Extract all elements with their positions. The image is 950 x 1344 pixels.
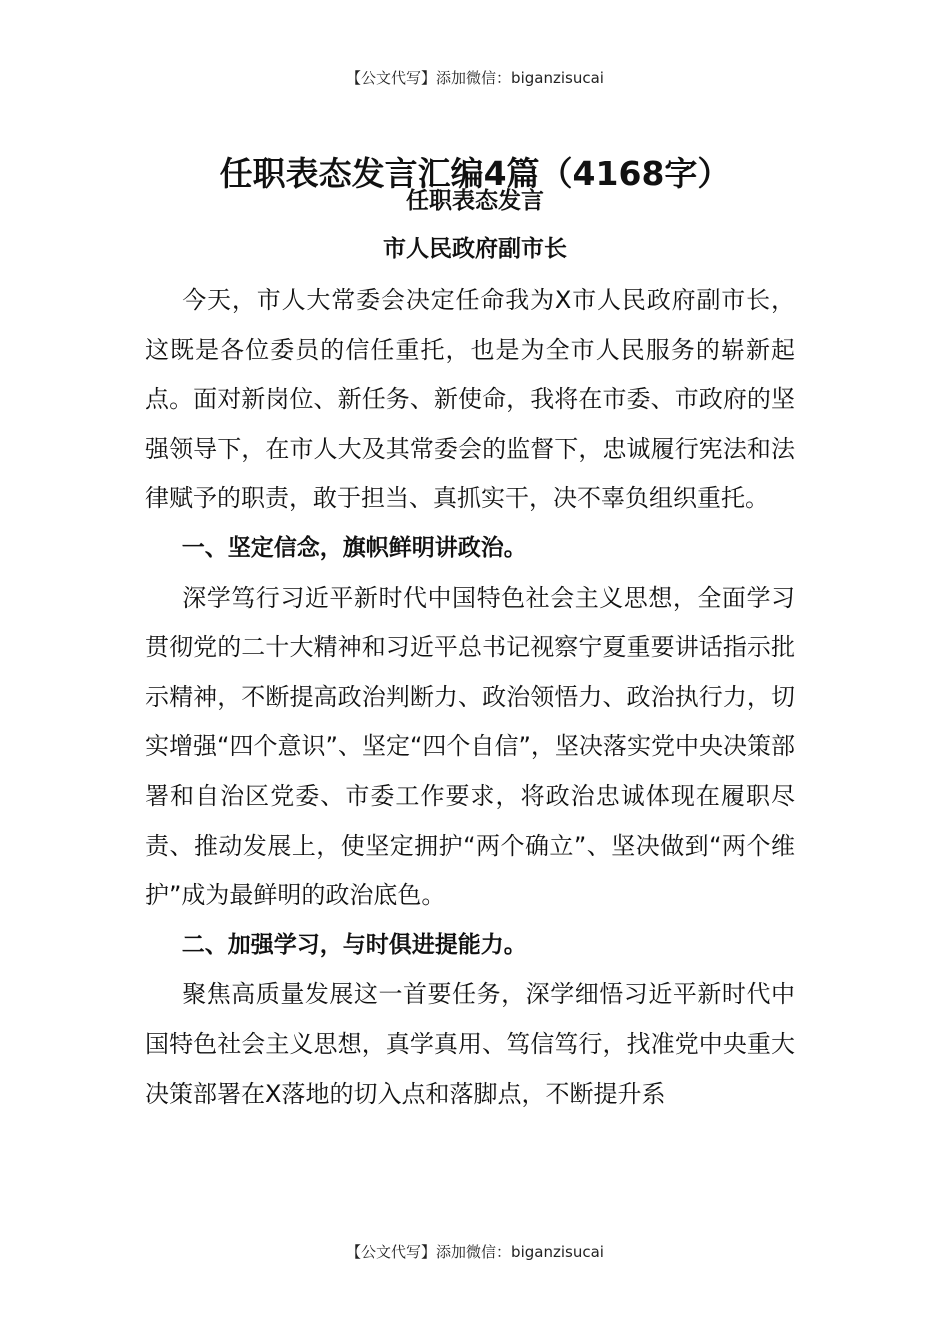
body-paragraph: 深学笃行习近平新时代中国特色社会主义思想，全面学习贯彻党的二十大精神和习近平总书记视察宁夏重要讲话指示批示精神，不断提高政治判断力、政治领悟力、政治执行力，切实增强“四个意识”、坚定“四个自信”，坚决落实党中央决策部署和自治区党委、市委工作要求，将政治忠诚体现在履职尽责、推动发展上，使坚定拥护“两个确立”、坚决做到“两个维护”成为最鲜明的政治底色。 <box>145 583 795 910</box>
document-subtitle: 任职表态发言 <box>406 188 544 214</box>
section-heading: 二、加强学习，与时俱进提能力。 <box>181 931 527 958</box>
footer-note: 【公文代写】添加微信：biganzisucai <box>346 1243 604 1261</box>
section-heading: 一、坚定信念，旗帜鲜明讲政治。 <box>181 534 527 561</box>
document-title: 任职表态发言汇编4篇（4168字） <box>219 154 731 194</box>
body-paragraph: 聚焦高质量发展这一首要任务，深学细悟习近平新时代中国特色社会主义思想，真学真用、笃信笃行，找准党中央重大决策部署在X落地的切入点和落脚点，不断提升系 <box>145 980 795 1108</box>
body-paragraph: 今天，市人大常委会决定任命我为X市人民政府副市长，这既是各位委员的信任重托，也是为全市人民服务的崭新起点。面对新岗位、新任务、新使命，我将在市委、市政府的坚强领导下，在市人大及其常委会的监督下，忠诚履行宪法和法律赋予的职责，敢于担当、真抓实干，决不辜负组织重托。 <box>145 286 795 513</box>
author-line: 市人民政府副市长 <box>383 236 567 262</box>
header-note: 【公文代写】添加微信：biganzisucai <box>346 69 604 87</box>
document-body <box>145 276 795 1119</box>
